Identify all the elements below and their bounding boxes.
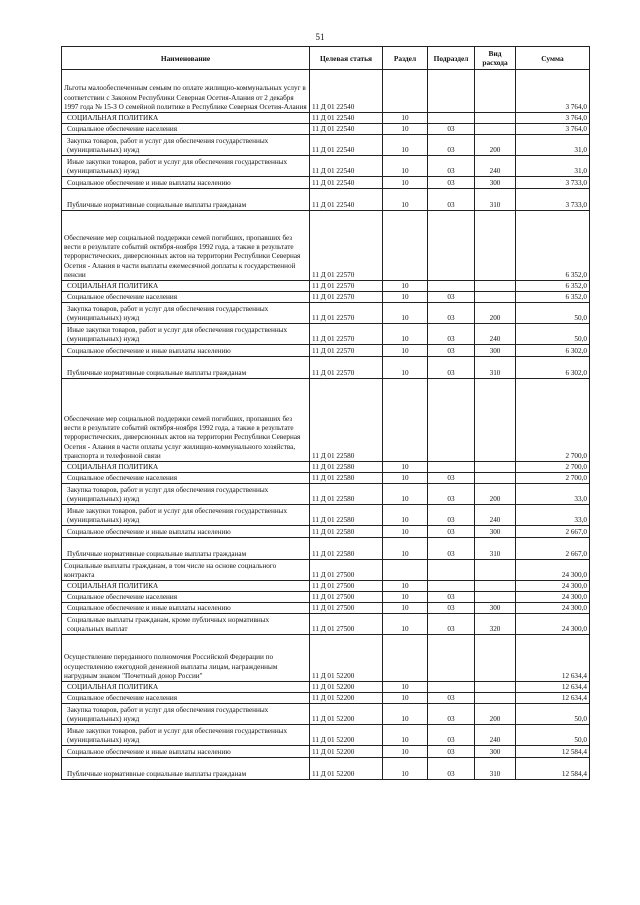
row-expense-type	[475, 70, 516, 113]
row-amount: 3 764,0	[516, 70, 590, 113]
row-subsection: 03	[428, 614, 475, 635]
row-target: 11 Д 01 22540	[310, 189, 383, 211]
row-amount: 3 764,0	[516, 113, 590, 124]
row-amount: 12 584,4	[516, 758, 590, 780]
row-target: 11 Д 01 27500	[310, 614, 383, 635]
row-subsection	[428, 682, 475, 693]
row-name: Социальные выплаты гражданам, кроме публичных нормативных социальных выплат	[62, 614, 310, 635]
row-section: 10	[383, 505, 428, 526]
row-name: СОЦИАЛЬНАЯ ПОЛИТИКА	[62, 113, 310, 124]
row-name: Социальное обеспечение и иные выплаты населению	[62, 526, 310, 538]
table-row	[62, 746, 590, 758]
row-expense-type	[475, 281, 516, 292]
row-target: 11 Д 01 52200	[310, 693, 383, 704]
row-section	[383, 560, 428, 581]
row-expense-type: 320	[475, 614, 516, 635]
row-section: 10	[383, 526, 428, 538]
budget-table	[61, 46, 590, 780]
row-amount: 33,0	[516, 484, 590, 505]
row-subsection: 03	[428, 124, 475, 135]
row-name: Закупка товаров, работ и услуг для обеспечения государственных (муниципальных) нужд	[62, 135, 310, 156]
row-name: Социальное обеспечение и иные выплаты населению	[62, 345, 310, 357]
row-expense-type: 300	[475, 177, 516, 189]
table-row	[62, 70, 590, 113]
row-target: 11 Д 01 22540	[310, 135, 383, 156]
row-target: 11 Д 01 22540	[310, 177, 383, 189]
row-subsection	[428, 379, 475, 462]
row-amount: 31,0	[516, 135, 590, 156]
table-row	[62, 614, 590, 635]
row-target: 11 Д 01 22570	[310, 211, 383, 281]
row-subsection: 03	[428, 473, 475, 484]
header-row	[62, 47, 590, 70]
row-subsection	[428, 70, 475, 113]
row-target: 11 Д 01 22540	[310, 124, 383, 135]
header-section: Раздел	[383, 47, 428, 70]
row-target: 11 Д 01 27500	[310, 592, 383, 603]
table-row	[62, 526, 590, 538]
row-amount: 24 300,0	[516, 614, 590, 635]
row-name: Обеспечение мер социальной поддержки семей погибших, пропавших без вести в результате событий октября-ноября 1992 года, а также в результате террористических, диверсионных актов на территории Республики Северная Осетия - Алания в части оплаты услуг жилищно-коммунального хозяйства, транспорта и телефонной связи	[62, 379, 310, 462]
row-amount: 50,0	[516, 303, 590, 324]
row-amount: 6 302,0	[516, 357, 590, 379]
row-expense-type: 240	[475, 156, 516, 177]
table-row	[62, 581, 590, 592]
table-row	[62, 177, 590, 189]
row-name: Социальное обеспечение и иные выплаты населению	[62, 746, 310, 758]
row-expense-type: 310	[475, 189, 516, 211]
row-expense-type: 240	[475, 725, 516, 746]
row-name: Иные закупки товаров, работ и услуг для обеспечения государственных (муниципальных) нужд	[62, 725, 310, 746]
table-row	[62, 211, 590, 281]
row-section	[383, 635, 428, 682]
row-expense-type	[475, 592, 516, 603]
row-expense-type: 200	[475, 704, 516, 725]
row-subsection: 03	[428, 303, 475, 324]
row-section: 10	[383, 156, 428, 177]
row-expense-type: 310	[475, 538, 516, 560]
row-target: 11 Д 01 22540	[310, 156, 383, 177]
table-row	[62, 462, 590, 473]
table-row	[62, 682, 590, 693]
row-expense-type	[475, 113, 516, 124]
row-subsection: 03	[428, 538, 475, 560]
header-target: Целевая статья	[310, 47, 383, 70]
row-section: 10	[383, 725, 428, 746]
row-expense-type: 300	[475, 746, 516, 758]
row-amount: 2 667,0	[516, 538, 590, 560]
table-row	[62, 156, 590, 177]
row-expense-type: 300	[475, 526, 516, 538]
row-amount: 24 300,0	[516, 560, 590, 581]
row-name: Иные закупки товаров, работ и услуг для обеспечения государственных (муниципальных) нужд	[62, 324, 310, 345]
row-name: СОЦИАЛЬНАЯ ПОЛИТИКА	[62, 581, 310, 592]
row-section: 10	[383, 462, 428, 473]
row-name: Публичные нормативные социальные выплаты гражданам	[62, 538, 310, 560]
row-target: 11 Д 01 22580	[310, 505, 383, 526]
row-amount: 12 634,4	[516, 682, 590, 693]
row-section: 10	[383, 484, 428, 505]
row-subsection: 03	[428, 357, 475, 379]
row-subsection: 03	[428, 484, 475, 505]
row-subsection: 03	[428, 526, 475, 538]
row-section: 10	[383, 345, 428, 357]
row-section: 10	[383, 281, 428, 292]
row-name: Публичные нормативные социальные выплаты гражданам	[62, 189, 310, 211]
row-target: 11 Д 01 22580	[310, 379, 383, 462]
row-subsection: 03	[428, 345, 475, 357]
row-subsection: 03	[428, 505, 475, 526]
row-amount: 50,0	[516, 725, 590, 746]
row-expense-type: 240	[475, 324, 516, 345]
row-section: 10	[383, 592, 428, 603]
row-target: 11 Д 01 22570	[310, 292, 383, 303]
row-name: Осуществление переданного полномочия Российской Федерации по осуществлению ежегодной денежной выплаты лицам, награжденным нагрудным знаком "Почетный донор России"	[62, 635, 310, 682]
row-section: 10	[383, 124, 428, 135]
row-expense-type: 200	[475, 135, 516, 156]
row-subsection	[428, 462, 475, 473]
row-target: 11 Д 01 22580	[310, 473, 383, 484]
row-amount: 50,0	[516, 704, 590, 725]
row-expense-type	[475, 581, 516, 592]
table-row	[62, 592, 590, 603]
row-subsection: 03	[428, 292, 475, 303]
row-expense-type	[475, 211, 516, 281]
table-row	[62, 303, 590, 324]
row-expense-type	[475, 560, 516, 581]
row-section: 10	[383, 189, 428, 211]
row-amount: 6 302,0	[516, 345, 590, 357]
table-row	[62, 324, 590, 345]
row-expense-type	[475, 124, 516, 135]
table-row	[62, 693, 590, 704]
row-amount: 12 584,4	[516, 746, 590, 758]
row-amount: 3 764,0	[516, 124, 590, 135]
row-section: 10	[383, 303, 428, 324]
header-expense-type: Вид расхода	[475, 47, 516, 70]
table-row	[62, 538, 590, 560]
header-subsection: Подраздел	[428, 47, 475, 70]
row-section: 10	[383, 324, 428, 345]
row-name: СОЦИАЛЬНАЯ ПОЛИТИКА	[62, 682, 310, 693]
row-amount: 24 300,0	[516, 603, 590, 614]
row-name: Социальное обеспечение и иные выплаты населению	[62, 603, 310, 614]
row-name: Социальное обеспечение населения	[62, 124, 310, 135]
row-amount: 31,0	[516, 156, 590, 177]
row-expense-type	[475, 292, 516, 303]
row-expense-type	[475, 682, 516, 693]
row-name: Социальное обеспечение населения	[62, 592, 310, 603]
row-name: Публичные нормативные социальные выплаты гражданам	[62, 758, 310, 780]
row-section: 10	[383, 177, 428, 189]
row-amount: 50,0	[516, 324, 590, 345]
row-subsection	[428, 635, 475, 682]
row-name: Закупка товаров, работ и услуг для обеспечения государственных (муниципальных) нужд	[62, 303, 310, 324]
row-expense-type	[475, 693, 516, 704]
row-amount: 2 700,0	[516, 473, 590, 484]
row-subsection: 03	[428, 324, 475, 345]
row-target: 11 Д 01 22540	[310, 70, 383, 113]
row-amount: 12 634,4	[516, 635, 590, 682]
row-target: 11 Д 01 52200	[310, 635, 383, 682]
row-target: 11 Д 01 52200	[310, 758, 383, 780]
table-row	[62, 379, 590, 462]
row-section: 10	[383, 292, 428, 303]
row-section	[383, 211, 428, 281]
row-name: Обеспечение мер социальной поддержки семей погибших, пропавших без вести в результате событий октября-ноября 1992 года, а также в результате террористических, диверсионных актов на территории Республики Северная Осетия - Алания в части выплаты ежемесячной доплаты к государственной пенсии	[62, 211, 310, 281]
table-row	[62, 113, 590, 124]
table-row	[62, 725, 590, 746]
table-row	[62, 635, 590, 682]
row-section: 10	[383, 746, 428, 758]
table-row	[62, 135, 590, 156]
row-expense-type	[475, 379, 516, 462]
row-target: 11 Д 01 22580	[310, 462, 383, 473]
page-number: 51	[315, 32, 325, 42]
row-amount: 3 733,0	[516, 189, 590, 211]
row-expense-type: 300	[475, 603, 516, 614]
table-row	[62, 357, 590, 379]
table-row	[62, 473, 590, 484]
row-subsection: 03	[428, 725, 475, 746]
row-amount: 2 700,0	[516, 379, 590, 462]
row-target: 11 Д 01 22580	[310, 538, 383, 560]
row-subsection: 03	[428, 592, 475, 603]
row-name: Социальное обеспечение населения	[62, 473, 310, 484]
row-amount: 33,0	[516, 505, 590, 526]
table-row	[62, 603, 590, 614]
row-section: 10	[383, 538, 428, 560]
table-row	[62, 484, 590, 505]
row-target: 11 Д 01 22580	[310, 526, 383, 538]
header-amount: Сумма	[516, 47, 590, 70]
table-row	[62, 281, 590, 292]
table-row	[62, 292, 590, 303]
row-subsection	[428, 281, 475, 292]
table-row	[62, 189, 590, 211]
row-expense-type: 240	[475, 505, 516, 526]
row-subsection	[428, 581, 475, 592]
row-name: СОЦИАЛЬНАЯ ПОЛИТИКА	[62, 462, 310, 473]
table-row	[62, 704, 590, 725]
row-name: Публичные нормативные социальные выплаты гражданам	[62, 357, 310, 379]
row-amount: 6 352,0	[516, 211, 590, 281]
row-section: 10	[383, 357, 428, 379]
row-subsection: 03	[428, 177, 475, 189]
row-name: Социальные выплаты гражданам, в том числе на основе социального контракта	[62, 560, 310, 581]
row-subsection: 03	[428, 189, 475, 211]
row-amount: 24 300,0	[516, 581, 590, 592]
row-expense-type: 200	[475, 303, 516, 324]
row-expense-type	[475, 635, 516, 682]
row-name: Социальное обеспечение населения	[62, 693, 310, 704]
row-section: 10	[383, 603, 428, 614]
row-amount: 2 667,0	[516, 526, 590, 538]
row-section: 10	[383, 758, 428, 780]
row-name: Социальное обеспечение и иные выплаты населению	[62, 177, 310, 189]
row-amount: 12 634,4	[516, 693, 590, 704]
row-subsection: 03	[428, 156, 475, 177]
row-section: 10	[383, 682, 428, 693]
row-section	[383, 70, 428, 113]
row-subsection	[428, 113, 475, 124]
row-section: 10	[383, 693, 428, 704]
row-subsection: 03	[428, 704, 475, 725]
row-section	[383, 379, 428, 462]
row-expense-type: 310	[475, 357, 516, 379]
row-section: 10	[383, 614, 428, 635]
row-subsection: 03	[428, 135, 475, 156]
row-target: 11 Д 01 22580	[310, 484, 383, 505]
row-section: 10	[383, 581, 428, 592]
row-name: Иные закупки товаров, работ и услуг для обеспечения государственных (муниципальных) нужд	[62, 156, 310, 177]
row-target: 11 Д 01 27500	[310, 581, 383, 592]
table-row	[62, 124, 590, 135]
row-target: 11 Д 01 22570	[310, 303, 383, 324]
row-expense-type: 200	[475, 484, 516, 505]
table-row	[62, 758, 590, 780]
row-target: 11 Д 01 22570	[310, 357, 383, 379]
row-subsection: 03	[428, 746, 475, 758]
row-name: Иные закупки товаров, работ и услуг для обеспечения государственных (муниципальных) нужд	[62, 505, 310, 526]
row-subsection	[428, 560, 475, 581]
row-subsection: 03	[428, 693, 475, 704]
row-target: 11 Д 01 22570	[310, 281, 383, 292]
row-name: Социальное обеспечение населения	[62, 292, 310, 303]
row-expense-type	[475, 473, 516, 484]
table-row	[62, 560, 590, 581]
row-amount: 6 352,0	[516, 292, 590, 303]
row-expense-type	[475, 462, 516, 473]
row-section: 10	[383, 113, 428, 124]
row-subsection	[428, 211, 475, 281]
row-amount: 3 733,0	[516, 177, 590, 189]
row-section: 10	[383, 704, 428, 725]
row-subsection: 03	[428, 603, 475, 614]
row-target: 11 Д 01 27500	[310, 603, 383, 614]
row-subsection: 03	[428, 758, 475, 780]
row-amount: 24 300,0	[516, 592, 590, 603]
row-target: 11 Д 01 22540	[310, 113, 383, 124]
row-section: 10	[383, 473, 428, 484]
table-row	[62, 505, 590, 526]
row-target: 11 Д 01 52200	[310, 704, 383, 725]
row-expense-type: 310	[475, 758, 516, 780]
row-target: 11 Д 01 52200	[310, 746, 383, 758]
row-amount: 2 700,0	[516, 462, 590, 473]
row-target: 11 Д 01 52200	[310, 725, 383, 746]
row-target: 11 Д 01 22570	[310, 324, 383, 345]
row-target: 11 Д 01 22570	[310, 345, 383, 357]
row-name: Закупка товаров, работ и услуг для обеспечения государственных (муниципальных) нужд	[62, 484, 310, 505]
row-expense-type: 300	[475, 345, 516, 357]
row-name: Закупка товаров, работ и услуг для обеспечения государственных (муниципальных) нужд	[62, 704, 310, 725]
row-section: 10	[383, 135, 428, 156]
table-row	[62, 345, 590, 357]
row-name: СОЦИАЛЬНАЯ ПОЛИТИКА	[62, 281, 310, 292]
header-name: Наименование	[62, 47, 310, 70]
row-name: Льготы малообеспеченным семьям по оплате жилищно-коммунальных услуг в соответствии с Законом Республики Северная Осетия-Алания от 2 декабря 1997 года № 15-З О семейной политике в Республике Северная Осетия-Алания	[62, 70, 310, 113]
row-target: 11 Д 01 52200	[310, 682, 383, 693]
row-amount: 6 352,0	[516, 281, 590, 292]
row-target: 11 Д 01 27500	[310, 560, 383, 581]
